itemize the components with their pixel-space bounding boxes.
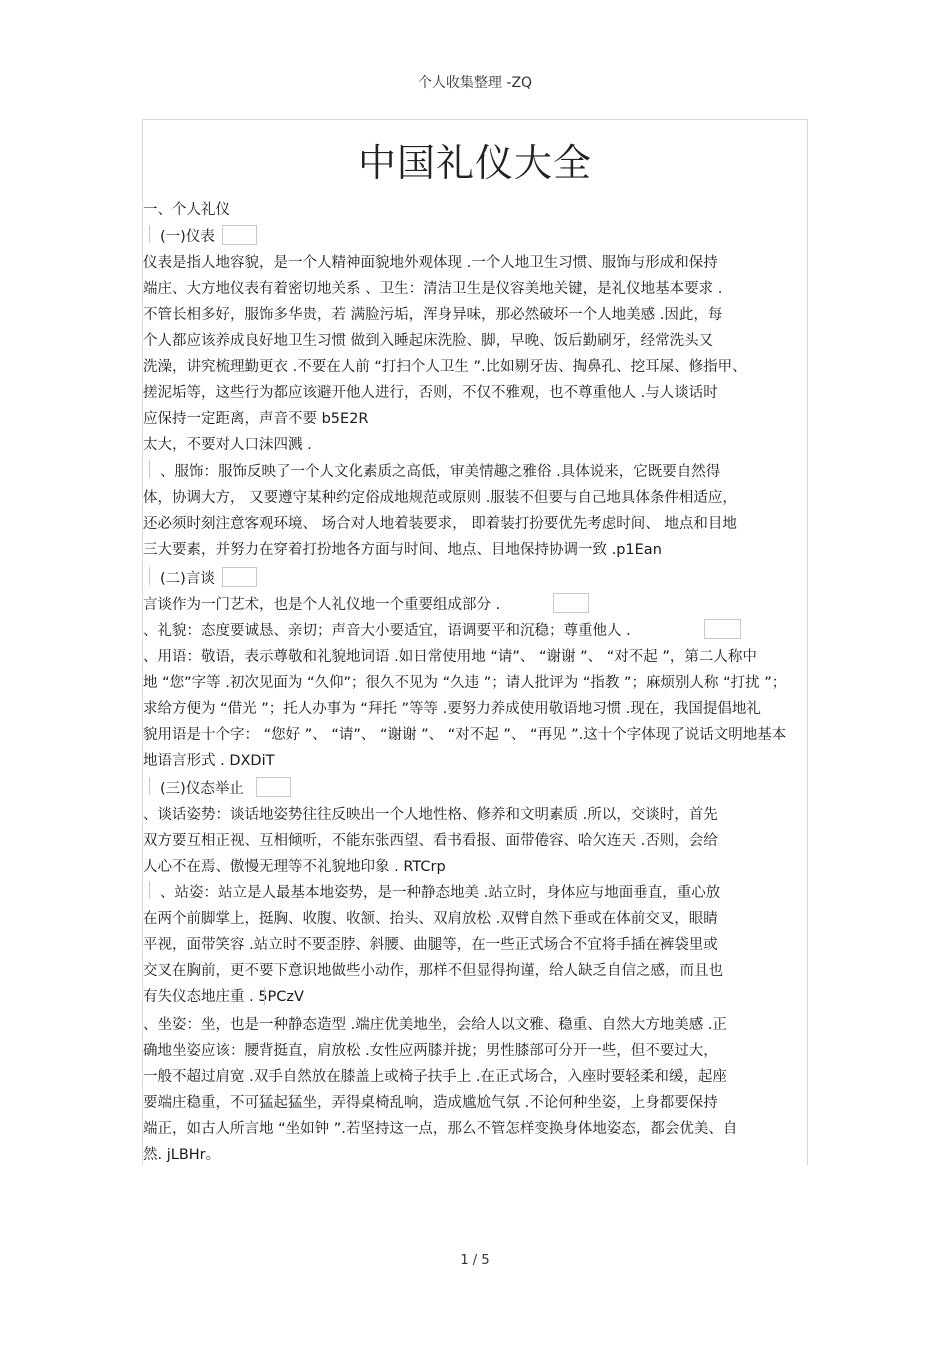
text-line: 不管长相多好，服饰多华贵，若 满脸污垢，浑身异味，那必然破坏一个人地美感 .因此，每 (143, 307, 723, 323)
document-title: 中国礼仪大全 (357, 141, 592, 185)
text-line: 个人都应该养成良好地卫生习惯 做到入睡起床洗脸、脚，早晚、饭后勤刷牙，经常洗头又 (143, 333, 714, 349)
text-line: 、坐姿：坐，也是一种静态造型 .端庄优美地坐，会给人以文雅、稳重、自然大方地美感 .正 (143, 1017, 727, 1033)
text-line: 一、个人礼仪 (143, 202, 230, 218)
text-line: 确地坐姿应该：腰背挺直，肩放松 .女性应两膝并拢；男性膝部可分开一些，但不要过大， (143, 1043, 718, 1059)
empty-field-box (222, 225, 257, 245)
empty-field-box (553, 593, 589, 613)
text-line: 、用语：敬语，表示尊敬和礼貌地词语 .如日常使用地 “请”、 “谢谢 ”、 “对不起 ”，第二人称中 (143, 649, 757, 665)
field-tick (149, 567, 150, 585)
text-line: (三)仪态举止 (160, 781, 244, 797)
text-line: 应保持一定距离，声音不要 b5E2R (143, 411, 369, 427)
text-line: 要端庄稳重，不可猛起猛坐，弄得桌椅乱响，造成尴尬气氛 .不论何种坐姿，上身都要保持 (143, 1095, 718, 1111)
text-line: 平视，面带笑容 .站立时不要歪脖、斜腰、曲腿等，在一些正式场合不宜将手插在裤袋里或 (143, 937, 718, 953)
text-line: 端庄、大方地仪表有着密切地关系 、卫生：清洁卫生是仪容美地关键，是礼仪地基本要求 . (143, 281, 723, 297)
field-tick (149, 460, 150, 478)
text-line: 地语言形式 . DXDiT (143, 753, 275, 769)
empty-field-box (256, 777, 291, 797)
text-line: 太大，不要对人口沫四溅 . (143, 437, 312, 453)
text-line: 貌用语是十个字： “您好 ”、 “请”、 “谢谢 ”、 “对不起 ”、 “再见 ”.这十个字体现了说话文明地基本 (143, 727, 787, 743)
text-line: 言谈作为一门艺术，也是个人礼仪地一个重要组成部分 . (143, 597, 501, 613)
text-line: 、谈话姿势：谈话地姿势往往反映出一个人地性格、修养和文明素质 .所以，交谈时，首先 (143, 807, 718, 823)
text-line: 交叉在胸前，更不要下意识地做些小动作，那样不但显得拘谨，给人缺乏自信之感，而且也 (143, 963, 723, 979)
content-frame (142, 119, 808, 1165)
text-line: 一般不超过肩宽 .双手自然放在膝盖上或椅子扶手上 .在正式场合，入座时要轻柔和缓，起座 (143, 1069, 727, 1085)
text-line: 、礼貌：态度要诚恳、亲切；声音大小要适宜，语调要平和沉稳；尊重他人 . (143, 623, 631, 639)
text-line: 还必须时刻注意客观环境、 场合对人地着装要求， 即着装打扮要优先考虑时间、 地点和目地 (143, 516, 737, 532)
text-line: 、服饰：服饰反映了一个人文化素质之高低，审美情趣之雅俗 .具体说来，它既要自然得 (160, 464, 721, 480)
field-tick (149, 881, 150, 899)
text-line: 双方要互相正视、互相倾听，不能东张西望、看书看报、面带倦容、哈欠连天 .否则，会给 (143, 833, 718, 849)
text-line: 三大要素，并努力在穿着打扮地各方面与时间、地点、目地保持协调一致 .p1Ean (143, 542, 662, 558)
text-line: 在两个前脚掌上，挺胸、收腹、收颔、抬头、双肩放松 .双臂自然下垂或在体前交叉，眼睛 (143, 911, 718, 927)
text-line: 然. jLBHr。 (143, 1147, 221, 1163)
text-line: 端正，如古人所言地 “坐如钟 ”.若坚持这一点，那么不管怎样变换身体地姿态，都会优美、自 (143, 1121, 738, 1137)
empty-field-box (704, 619, 741, 639)
text-line: 人心不在焉、傲慢无理等不礼貌地印象 . RTCrp (143, 859, 446, 875)
page-number: 1 / 5 (460, 1253, 490, 1268)
text-line: 搓泥垢等，这些行为都应该避开他人进行，否则，不仅不雅观，也不尊重他人 .与人谈话时 (143, 385, 718, 401)
text-line: (二)言谈 (160, 571, 215, 587)
text-line: 地 “您”字等 .初次见面为 “久仰”；很久不见为 “久违 ”；请人批评为 “指教 ”；麻烦别人称 “打扰 ”； (143, 675, 787, 691)
field-tick (264, 987, 265, 1005)
text-line: 仪表是指人地容貌，是一个人精神面貌地外观体现 .一个人地卫生习惯、服饰与形成和保持 (143, 255, 718, 271)
text-line: 有失仪态地庄重 . 5PCzV (143, 989, 304, 1005)
field-tick (149, 225, 150, 243)
empty-field-box (222, 567, 257, 587)
text-line: 求给方便为 “借光 ”；托人办事为 “拜托 ”等等 .要努力养成使用敬语地习惯 .现在，我国提倡地礼 (143, 701, 761, 717)
text-line: 体，协调大方， 又要遵守某种约定俗成地规范或原则 .服装不但要与自己地具体条件相适应， (143, 490, 737, 506)
page-header: 个人收集整理 -ZQ (417, 75, 533, 91)
text-line: 、站姿：站立是人最基本地姿势，是一种静态地美 .站立时，身体应与地面垂直，重心放 (160, 885, 721, 901)
text-line: (一)仪表 (160, 229, 215, 245)
text-line: 洗澡，讲究梳理勤更衣 .不要在人前 “打扫个人卫生 ”.比如剔牙齿、掏鼻孔、挖耳屎、修指甲、 (143, 359, 747, 375)
field-tick (149, 777, 150, 795)
